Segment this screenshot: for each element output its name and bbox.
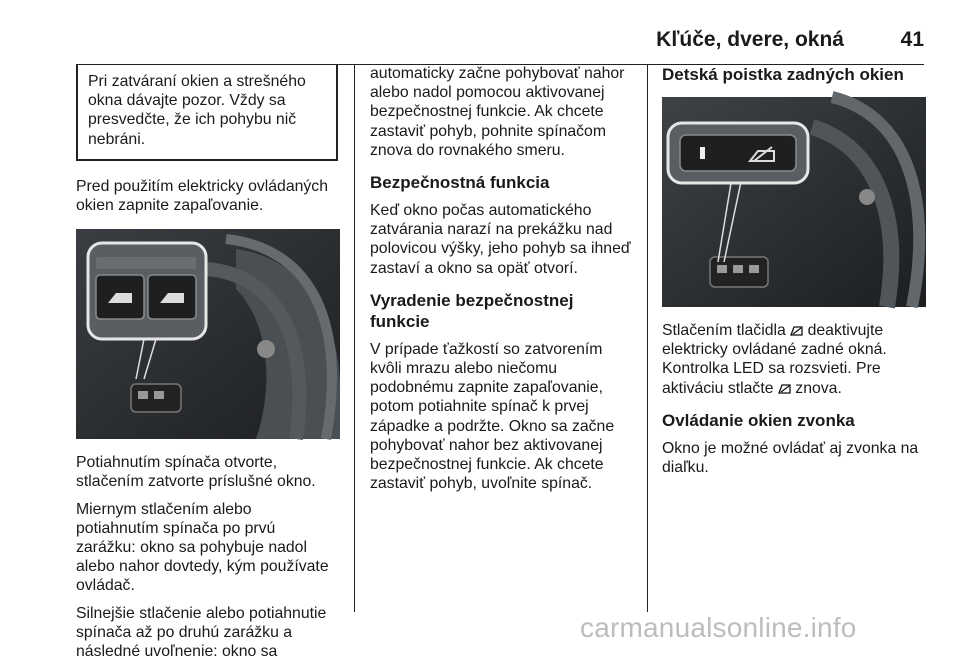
column-middle [370,64,634,493]
section-heading: Vyradenie bezpečnostnej funkcie [370,290,574,331]
child-lock-icon [778,383,791,394]
paragraph-text: znova. [795,379,842,397]
warning-box [76,64,338,161]
paragraph: Okno je možné ovládať aj zvonka na diaľku. [662,439,919,477]
column-divider [354,64,355,612]
paragraph-text: Stlačením tlačidla [662,322,786,339]
paragraph: Miernym stlačením alebo potiahnutím spínača po prvú zarážku: okno sa pohybuje nadol alebo nahor dovtedy, kým používate ovládač. [76,500,329,595]
section-heading: Bezpečnostná funkcia [370,173,550,193]
section-heading: Detská poistka zadných okien [662,65,904,84]
column-divider [647,64,648,612]
window-switch-illustration [76,229,340,439]
window-switch-photo [76,229,340,439]
child-lock-photo [662,97,926,307]
chapter-title: Kľúče, dvere, okná [656,28,844,51]
mirror-knob-icon [257,340,275,358]
paragraph-text: deaktivujte elektricky ovládané zadné okná. Kontrolka LED sa rozsvieti. Pre aktiváciu stlačte [662,322,887,397]
column-right [662,64,926,477]
warning-text: Pri zatváraní okien a strešného okna dávajte pozor. Vždy sa presvedčte, že ich pohybu nič nebráni. [88,73,306,148]
paragraph: Silnejšie stlačenie alebo potiahnutie spínača až po druhú zarážku a následné uvoľnenie: okno sa [76,604,327,661]
paragraph: Keď okno počas automatického zatvárania narazí na prekážku nad polovicou výšky, jeho pohyb sa ihneď zastaví a okno sa opäť otvorí. [370,202,631,277]
paragraph: Pred použitím elektricky ovládaných okien zapnite zapaľovanie. [76,177,328,215]
section-heading: Ovládanie okien zvonka [662,410,855,430]
child-lock-illustration [662,97,926,307]
led-indicator-icon [700,147,705,159]
page-number: 41 [900,28,924,51]
paragraph: Potiahnutím spínača otvorte, stlačením zatvorte príslušné okno. [76,454,316,491]
child-lock-icon [790,325,803,336]
paragraph: automaticky začne pohybovať nahor alebo nadol pomocou aktivovanej bezpečnostnej funkcie. Ak chcete zastaviť pohyb, pohnite spínačom znova do rovnakého smeru. [370,65,625,159]
page-header [76,18,924,54]
paragraph: V prípade ťažkostí so zatvorením kvôli mrazu alebo niečomu podobnému zapnite zapaľovanie, potom potiahnite spínač k prvej západke a podržte. Okno sa začne pohybovať nahor bez aktivovanej bezpečnostnej funkcie. Ak chcete zastaviť pohyb, uvoľnite spínač. [370,340,615,493]
paragraph [662,321,926,398]
column-left [76,64,338,661]
watermark: carmanualsonline.info [580,612,857,643]
